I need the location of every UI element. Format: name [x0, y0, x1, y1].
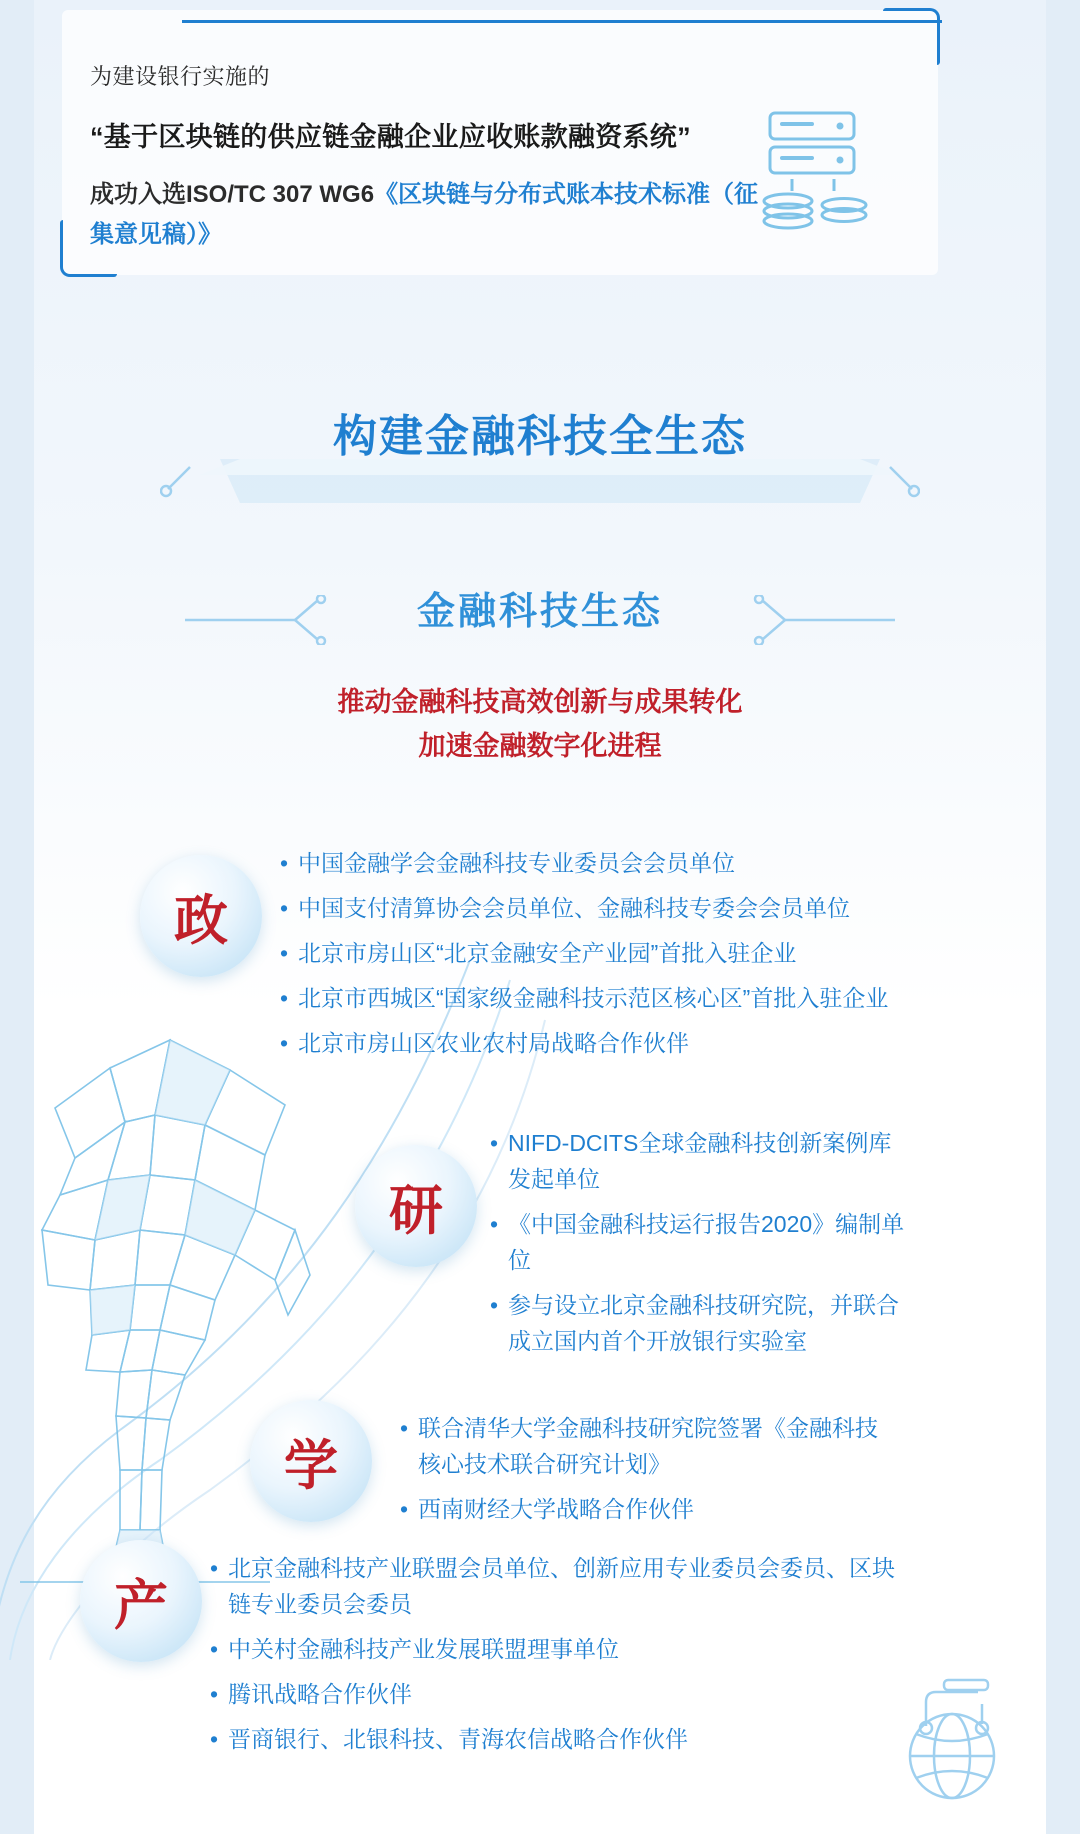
bubble-chan	[80, 1540, 202, 1662]
bubble-zheng-label: 政	[174, 890, 228, 951]
list-item: • 腾讯战略合作伙伴	[210, 1676, 900, 1712]
list-item: • NIFD-DCITS全球金融科技创新案例库发起单位	[490, 1125, 910, 1197]
list-item: • 参与设立北京金融科技研究院，并联合成立国内首个开放银行实验室	[490, 1287, 910, 1359]
card-headline: “基于区块链的供应链金融企业应收账款融资系统”	[90, 122, 691, 152]
bubble-yan	[355, 1145, 477, 1267]
low-poly-tree-illustration	[20, 1030, 320, 1600]
list-item: • 中国支付清算协会会员单位、金融科技专委会会员单位	[280, 890, 900, 926]
section-title: 构建金融科技全生态	[333, 412, 747, 461]
list-item: • 晋商银行、北银科技、青海农信战略合作伙伴	[210, 1721, 900, 1757]
subsection-title: 金融科技生态	[416, 591, 663, 633]
card-subtext-standard: 《区块链与分布式账本技术标准（征集意见稿）》	[90, 181, 759, 248]
red-tagline-line1: 推动金融科技高效创新与成果转化	[337, 687, 743, 717]
list-item: • 北京市房山区“北京金融安全产业园”首批入驻企业	[280, 935, 900, 971]
bubble-xue-label: 学	[284, 1435, 338, 1496]
subsection-title-wrap	[0, 580, 1080, 635]
bubble-yan-label: 研	[389, 1180, 443, 1241]
group-chan-items	[210, 1550, 900, 1766]
card-top-line	[182, 20, 942, 23]
list-item: • 北京市房山区农业农村局战略合作伙伴	[280, 1025, 900, 1061]
red-tagline	[0, 680, 1080, 768]
card-subtext-prefix: 成功入选ISO/TC 307 WG6	[90, 181, 375, 208]
globe-network-icon	[882, 1666, 1022, 1806]
bubble-xue	[250, 1400, 372, 1522]
ribbon-banner	[160, 455, 920, 515]
right-rail	[1046, 0, 1080, 1834]
bubble-zheng	[140, 855, 262, 977]
list-item: • 《中国金融科技运行报告2020》编制单位	[490, 1206, 910, 1278]
list-item: • 中关村金融科技产业发展联盟理事单位	[210, 1631, 900, 1667]
red-tagline-line2: 加速金融数字化进程	[418, 731, 662, 761]
list-item: • 北京金融科技产业联盟会员单位、创新应用专业委员会委员、区块链专业委员会委员	[210, 1550, 900, 1622]
group-xue-items	[400, 1410, 900, 1536]
server-stack-icon	[752, 105, 882, 235]
card-subtext	[90, 175, 780, 255]
card-lead-text: 为建设银行实施的	[90, 64, 271, 89]
list-item: • 北京市西城区“国家级金融科技示范区核心区”首批入驻企业	[280, 980, 900, 1016]
list-item: • 西南财经大学战略合作伙伴	[400, 1491, 900, 1527]
section-title-wrap	[0, 400, 1080, 464]
group-yan-items	[490, 1125, 910, 1368]
bubble-chan-label: 产	[114, 1575, 168, 1636]
highlight-card	[62, 10, 938, 275]
list-item: • 联合清华大学金融科技研究院签署《金融科技核心技术联合研究计划》	[400, 1410, 900, 1482]
list-item: • 中国金融学会金融科技专业委员会会员单位	[280, 845, 900, 881]
card-corner-top-right	[883, 8, 940, 65]
group-zheng-items	[280, 845, 900, 1070]
